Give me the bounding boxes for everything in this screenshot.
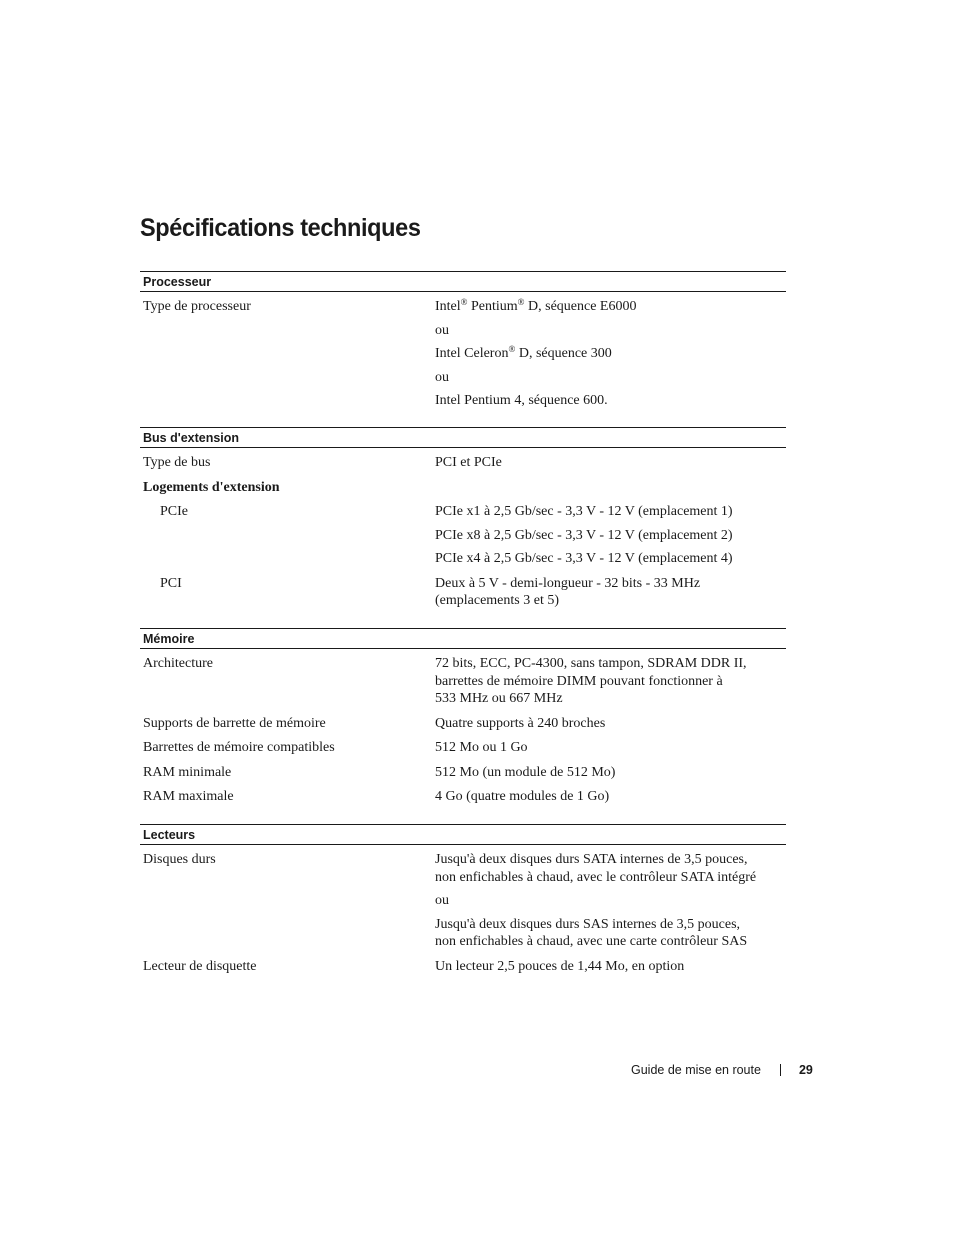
spec-label: Architecture	[143, 656, 213, 671]
slot-line: PCIe x1 à 2,5 Gb/sec - 3,3 V - 12 V (emplacement 1)	[435, 504, 733, 519]
spec-value: Quatre supports à 240 broches	[435, 715, 606, 731]
spec-row	[140, 851, 786, 951]
spec-row	[140, 958, 786, 976]
spec-label: Disques durs	[143, 852, 216, 867]
spec-value: PCI et PCIe	[435, 455, 502, 470]
spec-row	[140, 655, 786, 708]
slot-line: PCIe x8 à 2,5 Gb/sec - 3,3 V - 12 V (emplacement 2)	[435, 527, 733, 543]
page-footer	[631, 1063, 813, 1077]
footer-guide-title: Guide de mise en route	[631, 1063, 761, 1077]
spec-value	[435, 298, 786, 410]
spec-value: 512 Mo ou 1 Go	[435, 740, 528, 755]
spec-value	[435, 503, 786, 568]
spec-value: Un lecteur 2,5 pouces de 1,44 Mo, en option	[435, 958, 685, 974]
spec-label: Lecteur de disquette	[143, 958, 257, 974]
page-number: 29	[798, 1063, 813, 1077]
or-text: ou	[435, 893, 449, 908]
spec-row	[140, 575, 786, 610]
processor-option: Intel Celeron® D, séquence 300	[435, 344, 612, 361]
section-heading: Processeur	[140, 271, 786, 292]
spec-value: Jusqu'à deux disques durs SATA internes de 3,5 pouces, non enfichables à chaud, avec le contrôleur SATA intégré ou Jusqu'à deux disques durs SAS internes de 3,5 pouces, non enfichables à chaud, avec une carte contrôleur SAS	[435, 851, 786, 951]
section-heading: Bus d'extension	[140, 427, 786, 448]
spec-row	[140, 739, 786, 757]
spec-value: 512 Mo (un module de 512 Mo)	[435, 764, 616, 780]
slot-line: PCIe x4 à 2,5 Gb/sec - 3,3 V - 12 V (emplacement 4)	[435, 551, 733, 566]
spec-label: Barrettes de mémoire compatibles	[143, 740, 335, 755]
spec-value: Deux à 5 V - demi-longueur - 32 bits - 33 MHz (emplacements 3 et 5)	[435, 575, 701, 608]
spec-row	[140, 715, 786, 733]
spec-value: 4 Go (quatre modules de 1 Go)	[435, 789, 610, 804]
processor-option: Intel Pentium 4, séquence 600.	[435, 393, 608, 408]
spec-row	[140, 298, 786, 410]
section-bus	[140, 427, 786, 610]
spec-label: PCIe	[160, 504, 188, 519]
section-lecteurs	[140, 824, 786, 975]
spec-label: Supports de barrette de mémoire	[143, 715, 326, 731]
spec-label: Type de processeur	[143, 299, 251, 314]
spec-label: PCI	[160, 575, 182, 591]
spec-row	[140, 479, 786, 497]
spec-row	[140, 764, 786, 782]
or-text: ou	[435, 369, 449, 385]
spec-row	[140, 788, 786, 806]
spec-value: 72 bits, ECC, PC-4300, sans tampon, SDRAM DDR II, barrettes de mémoire DIMM pouvant fonctionner à 533 MHz ou 667 MHz	[435, 656, 747, 706]
section-heading: Mémoire	[140, 628, 786, 649]
spec-label: Logements d'extension	[143, 479, 280, 495]
spec-label: RAM minimale	[143, 764, 232, 780]
or-text: ou	[435, 322, 449, 338]
section-processeur	[140, 271, 786, 410]
spec-label: RAM maximale	[143, 789, 234, 804]
spec-row	[140, 454, 786, 472]
footer-separator	[780, 1064, 781, 1076]
spec-label: Type de bus	[143, 455, 211, 470]
processor-option: Intel® Pentium® D, séquence E6000	[435, 297, 637, 314]
section-heading: Lecteurs	[140, 824, 786, 845]
spec-row	[140, 503, 786, 568]
memory-rows	[140, 655, 786, 806]
page-title: Spécifications techniques	[140, 214, 421, 242]
section-memoire	[140, 628, 786, 806]
